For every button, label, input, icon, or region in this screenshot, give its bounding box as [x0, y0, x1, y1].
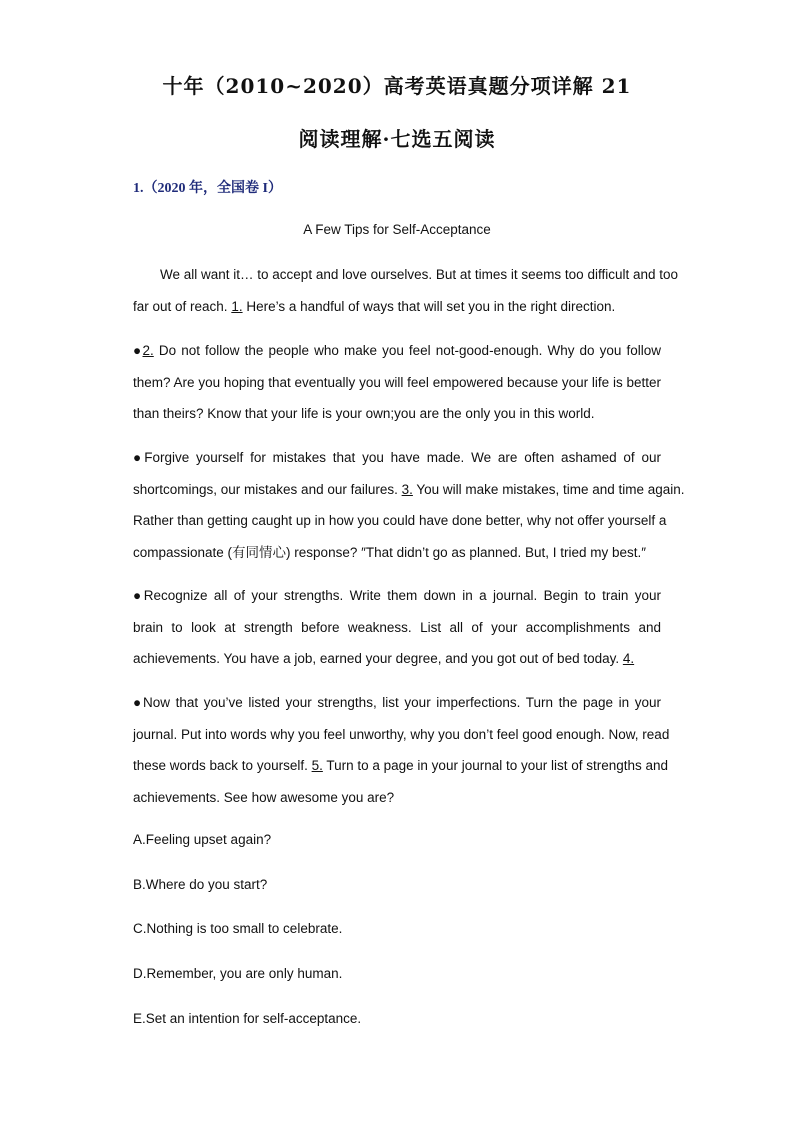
paragraph: [133, 687, 670, 813]
text-line: journal. Put into words why you feel unworthy, why you don’t feel good enough. Now, read: [133, 726, 670, 742]
answer-option: D.Remember, you are only human.: [133, 966, 343, 981]
answer-option: C.Nothing is too small to celebrate.: [133, 921, 343, 936]
text-line: ●Forgive yourself for mistakes that you have made. We are often ashamed of our: [133, 450, 661, 465]
text-line: Rather than getting caught up in how you could have done better, why not offer yourself a: [133, 513, 667, 528]
answer-blank: 5.: [311, 758, 323, 773]
text-line: than theirs? Know that your life is your own;you are the only you in this world.: [133, 406, 595, 421]
paragraph: [133, 259, 679, 322]
text-line: brain to look at strength before weakness. List all of your accomplishments and: [133, 619, 661, 635]
text-line: compassionate (有同情心) response? ″That didn’t go as planned. But, I tried my best.″: [133, 544, 647, 560]
passage-title: A Few Tips for Self-Acceptance: [303, 222, 491, 237]
text-line: ●Now that you’ve listed your strengths, list your imperfections. Turn the page in your: [133, 695, 661, 710]
answer-option: E.Set an intention for self-acceptance.: [133, 1011, 362, 1026]
answer-blank: 4.: [622, 651, 635, 666]
text-line: ●2. Do not follow the people who make you feel not-good-enough. Why do you follow: [133, 343, 661, 358]
question-header: 1.（2020 年，全国卷 I）: [133, 181, 282, 196]
paragraph: [133, 580, 661, 675]
text-line: ●Recognize all of your strengths. Write them down in a journal. Begin to train your: [133, 588, 661, 603]
text-line: achievements. See how awesome you are?: [133, 789, 395, 805]
answer-blank: 2.: [142, 343, 154, 358]
text-line: these words back to yourself. 5. Turn to a page in your journal to your list of strengths and: [133, 758, 669, 773]
text-line: far out of reach. 1. Here’s a handful of ways that will set you in the right direction.: [133, 298, 616, 314]
text-line: them? Are you hoping that eventually you will feel empowered because your life is better: [133, 374, 661, 390]
paragraph: [133, 442, 685, 568]
paragraph: [133, 335, 661, 430]
answer-blank: 1.: [231, 298, 243, 314]
text-line: achievements. You have a job, earned your degree, and you got out of bed today. 4.: [133, 651, 635, 666]
answer-option: B.Where do you start?: [133, 877, 268, 892]
text-line: shortcomings, our mistakes and our failures. 3. You will make mistakes, time and time again.: [133, 481, 685, 497]
text-line: We all want it… to accept and love ourselves. But at times it seems too difficult and too: [160, 267, 679, 282]
answer-blank: 3.: [401, 481, 413, 497]
document-subtitle: 阅读理解·七选五阅读: [298, 127, 496, 151]
answer-option: A.Feeling upset again?: [133, 832, 272, 847]
document-title: 十年（2010~2020）高考英语真题分项详解 21: [162, 74, 632, 98]
